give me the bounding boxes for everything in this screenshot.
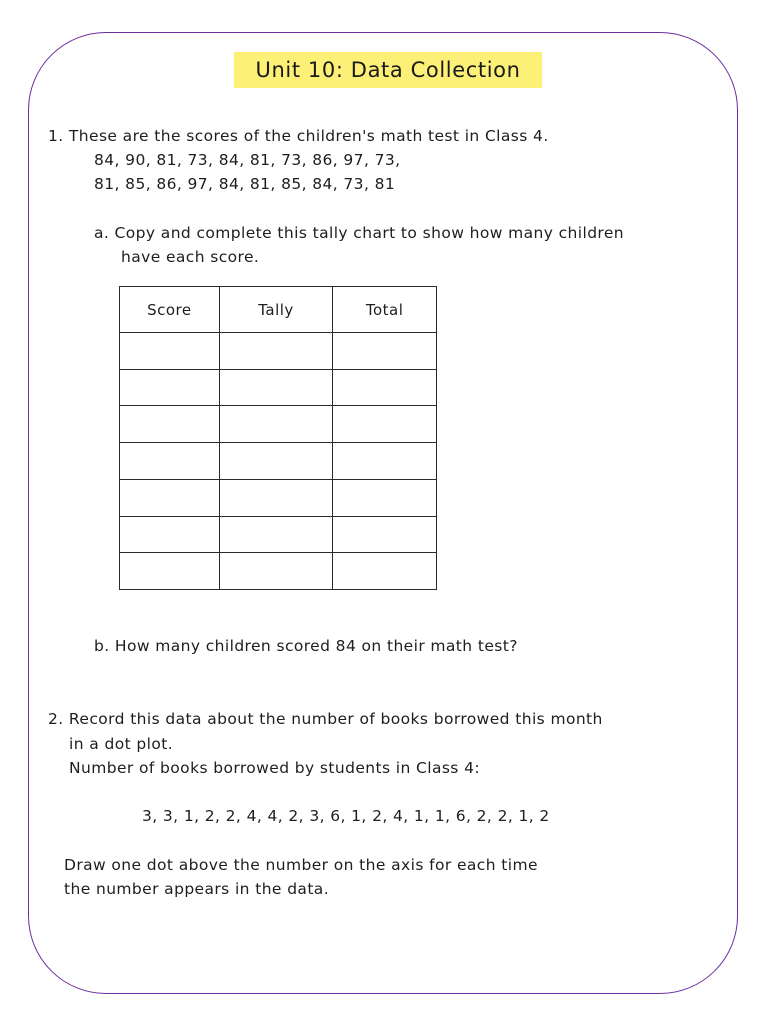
q2-prompt-line1: 2. Record this data about the number of books borrowed this month bbox=[48, 710, 603, 728]
header-tally: Tally bbox=[219, 287, 333, 333]
table-row bbox=[120, 516, 437, 553]
score-cell[interactable] bbox=[120, 369, 220, 406]
tally-cell[interactable] bbox=[219, 333, 333, 370]
q1-scores-line2: 81, 85, 86, 97, 84, 81, 85, 84, 73, 81 bbox=[94, 175, 396, 193]
tally-cell[interactable] bbox=[219, 369, 333, 406]
q2-instruction-line2: the number appears in the data. bbox=[64, 880, 330, 898]
tally-cell[interactable] bbox=[219, 443, 333, 480]
table-row bbox=[120, 443, 437, 480]
score-cell[interactable] bbox=[120, 553, 220, 590]
table-row bbox=[120, 369, 437, 406]
page-title-text: Unit 10: Data Collection bbox=[255, 58, 521, 82]
header-total: Total bbox=[333, 287, 437, 333]
total-cell[interactable] bbox=[333, 553, 437, 590]
total-cell[interactable] bbox=[333, 443, 437, 480]
total-cell[interactable] bbox=[333, 369, 437, 406]
q1-part-a-line1: a. Copy and complete this tally chart to show how many children bbox=[94, 224, 625, 242]
total-cell[interactable] bbox=[333, 479, 437, 516]
score-cell[interactable] bbox=[120, 333, 220, 370]
total-cell[interactable] bbox=[333, 516, 437, 553]
total-cell[interactable] bbox=[333, 333, 437, 370]
q1-prompt: 1. These are the scores of the children's math test in Class 4. bbox=[48, 127, 549, 145]
score-cell[interactable] bbox=[120, 479, 220, 516]
table-row bbox=[120, 479, 437, 516]
score-cell[interactable] bbox=[120, 406, 220, 443]
table-row bbox=[120, 553, 437, 590]
table-row bbox=[120, 406, 437, 443]
q2-prompt-line2: in a dot plot. bbox=[69, 735, 174, 753]
header-score: Score bbox=[120, 287, 220, 333]
q1-part-a-line2: have each score. bbox=[121, 248, 260, 266]
q1-part-b: b. How many children scored 84 on their math test? bbox=[94, 637, 518, 655]
tally-chart-table bbox=[119, 286, 437, 590]
tally-header-row bbox=[120, 287, 437, 333]
tally-cell[interactable] bbox=[219, 553, 333, 590]
page-title bbox=[234, 52, 542, 88]
total-cell[interactable] bbox=[333, 406, 437, 443]
score-cell[interactable] bbox=[120, 443, 220, 480]
tally-cell[interactable] bbox=[219, 406, 333, 443]
tally-cell[interactable] bbox=[219, 479, 333, 516]
q1-scores-line1: 84, 90, 81, 73, 84, 81, 73, 86, 97, 73, bbox=[94, 151, 401, 169]
table-row bbox=[120, 333, 437, 370]
q2-data: 3, 3, 1, 2, 2, 4, 4, 2, 3, 6, 1, 2, 4, 1, 1, 6, 2, 2, 1, 2 bbox=[142, 807, 550, 825]
q2-subtitle: Number of books borrowed by students in Class 4: bbox=[69, 759, 480, 777]
q2-instruction-line1: Draw one dot above the number on the axis for each time bbox=[64, 856, 538, 874]
tally-cell[interactable] bbox=[219, 516, 333, 553]
score-cell[interactable] bbox=[120, 516, 220, 553]
